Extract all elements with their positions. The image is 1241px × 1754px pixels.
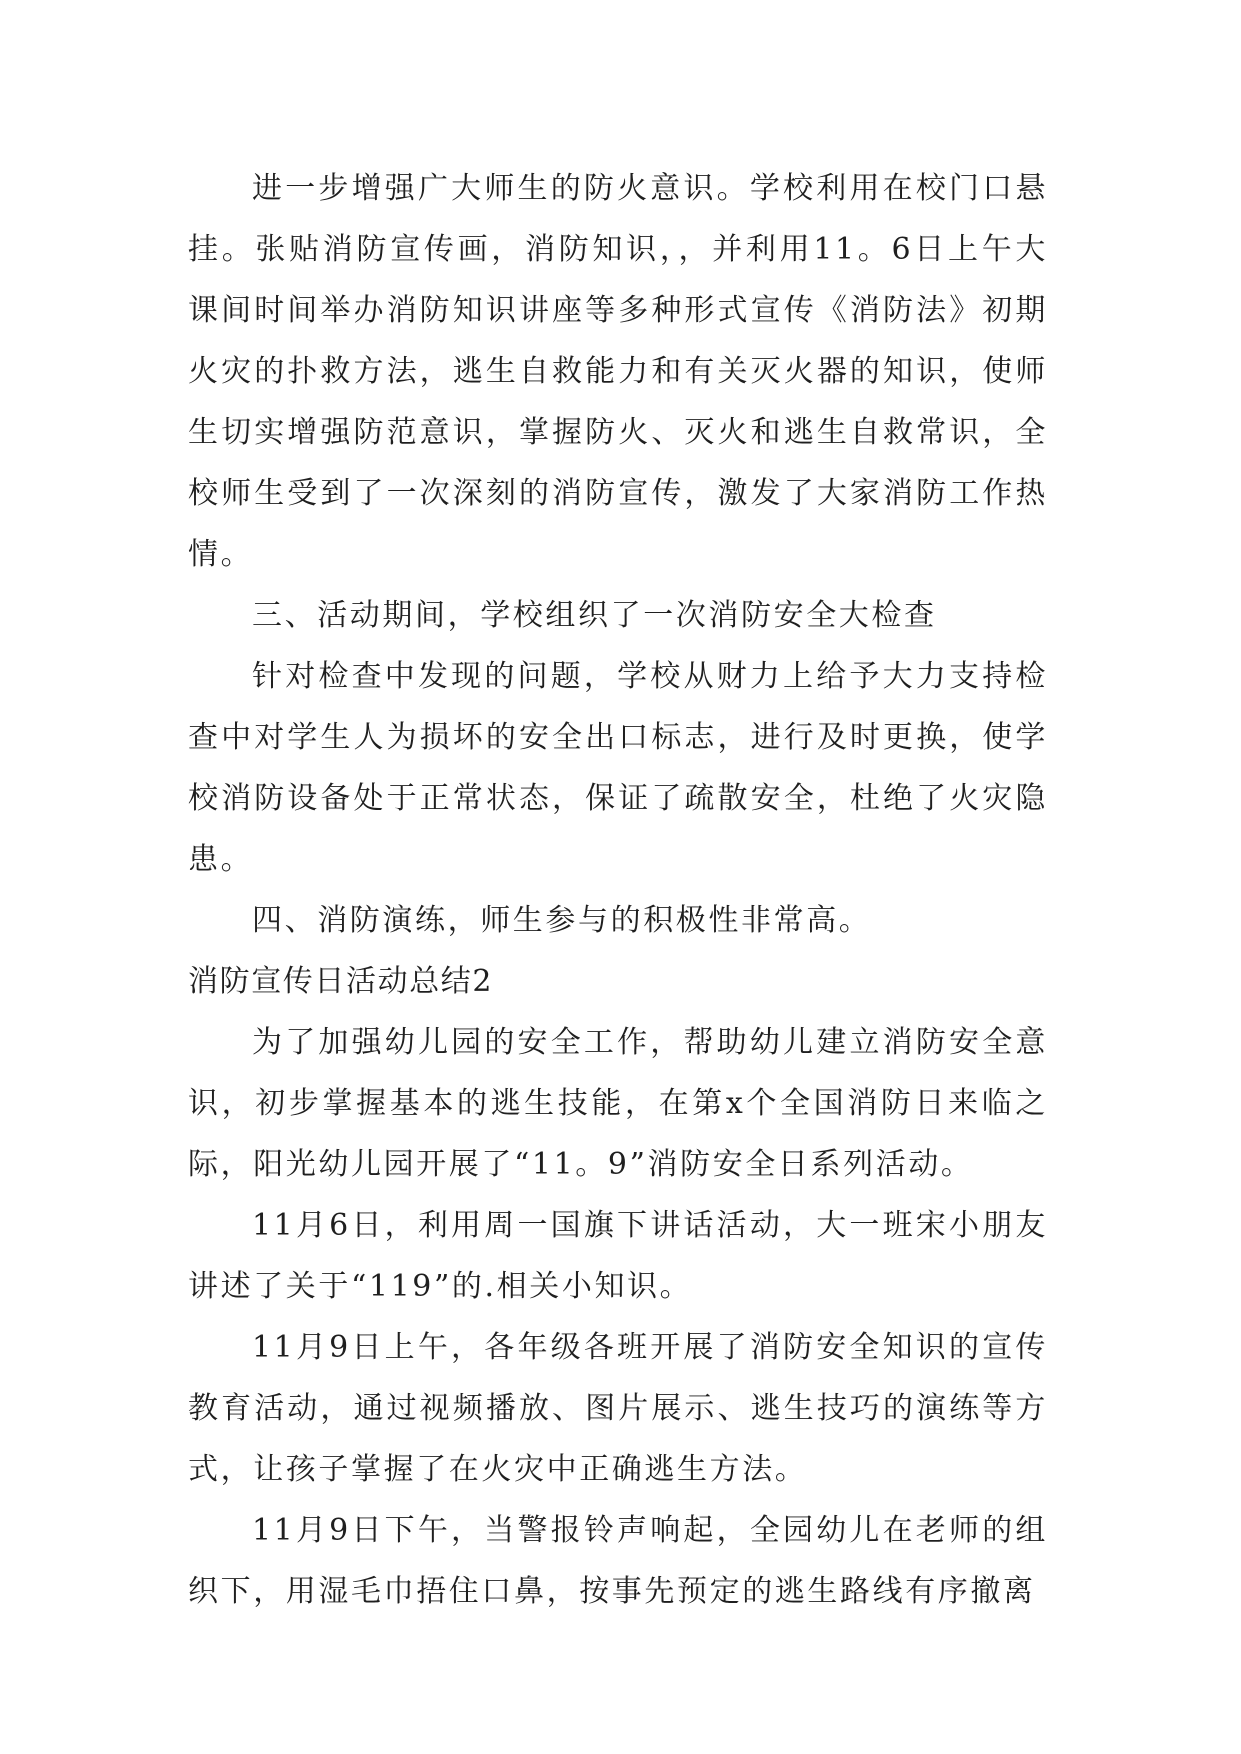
heading-safety-inspection: 三、活动期间，学校组织了一次消防安全大检查 — [252, 598, 937, 633]
section-title: 消防宣传日活动总结2 — [188, 964, 494, 999]
paragraph-nov-9-morning: 11月9日上午，各年级各班开展了消防安全知识的宣传教育活动，通过视频播放、图片展示、逃生技巧的演练等方式，让孩子掌握了在火灾中正确逃生方法。 — [188, 1330, 1048, 1487]
paragraph-inspection-details: 针对检查中发现的问题，学校从财力上给予大力支持检查中对学生人为损坏的安全出口标志，进行及时更换，使学校消防设备处于正常状态，保证了疏散安全，杜绝了火灾隐患。 — [188, 659, 1048, 877]
paragraph-nov-6: 11月6日，利用周一国旗下讲话活动，大一班宋小朋友讲述了关于“119”的.相关小知识。 — [188, 1208, 1048, 1304]
paragraph-kindergarten-intro: 为了加强幼儿园的安全工作，帮助幼儿建立消防安全意识，初步掌握基本的逃生技能，在第x个全国消防日来临之际，阳光幼儿园开展了“11。9”消防安全日系列活动。 — [188, 1025, 1048, 1182]
document-body — [188, 158, 1048, 1622]
paragraph-fire-awareness: 进一步增强广大师生的防火意识。学校利用在校门口悬挂。张贴消防宣传画，消防知识，，并利用11。6日上午大课间时间举办消防知识讲座等多种形式宣传《消防法》初期火灾的扑救方法，逃生自救能力和有关灭火器的知识，使师生切实增强防范意识，掌握防火、灭火和逃生自救常识，全校师生受到了一次深刻的消防宣传，激发了大家消防工作热情。 — [188, 171, 1048, 572]
paragraph-nov-9-afternoon: 11月9日下午，当警报铃声响起，全园幼儿在老师的组织下，用湿毛巾捂住口鼻，按事先预定的逃生路线有序撤离 — [188, 1513, 1048, 1609]
heading-fire-drill: 四、消防演练，师生参与的积极性非常高。 — [252, 903, 872, 938]
